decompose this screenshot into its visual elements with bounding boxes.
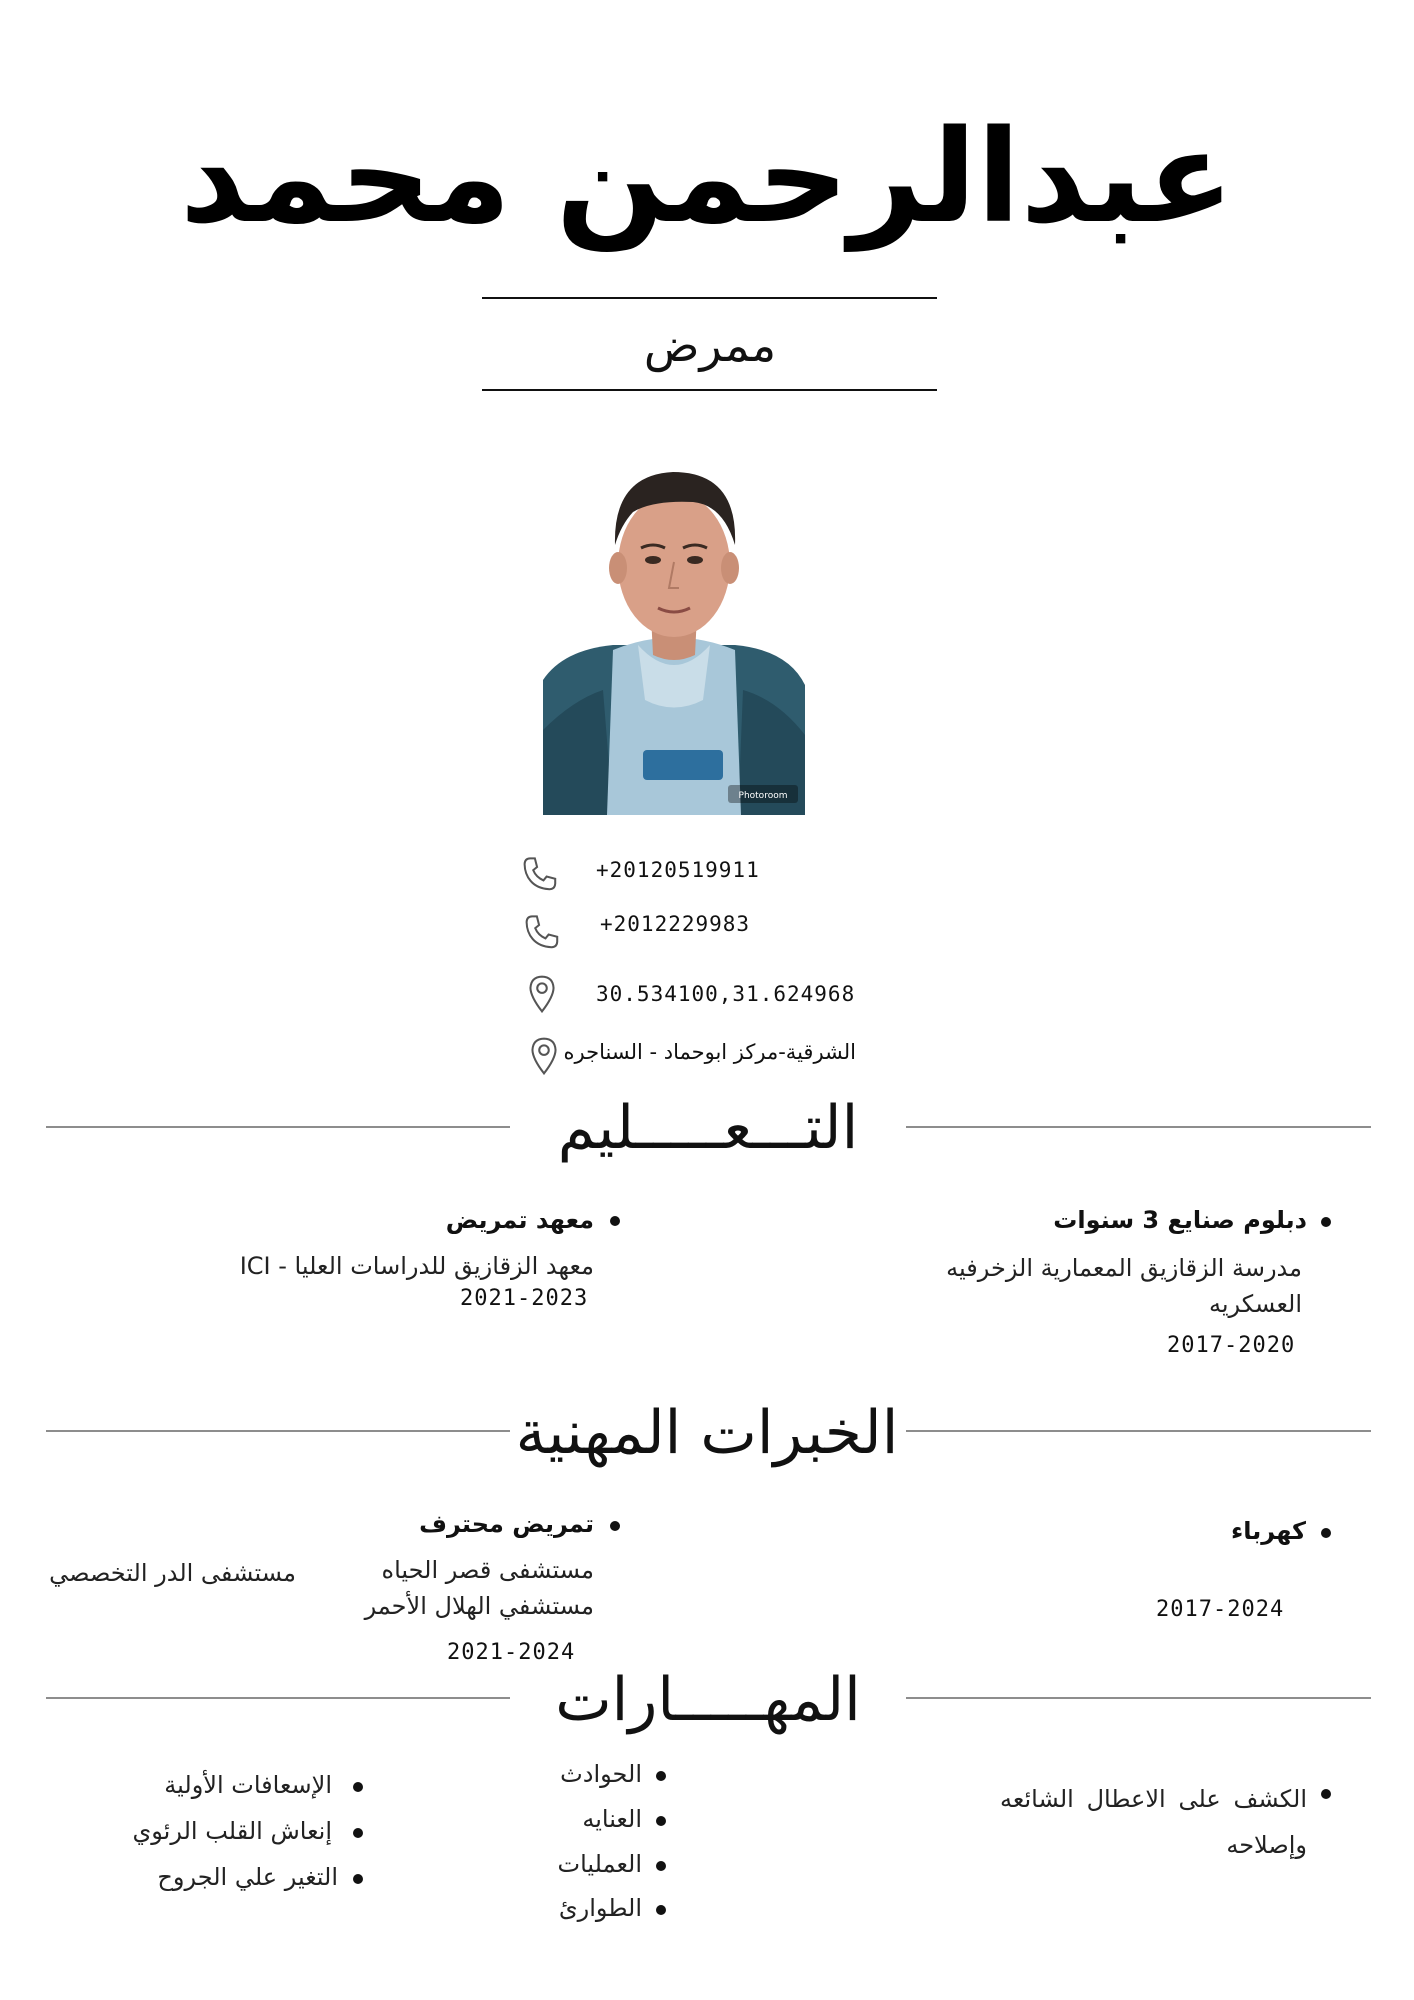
phone-icon: [520, 910, 564, 954]
education-heading: التـــعـــــليم: [557, 1093, 859, 1163]
experience-title-1: كهرباء: [1230, 1517, 1306, 1545]
section-rule-left: [46, 1430, 510, 1432]
home-address: الشرقية-مركز ابوحماد - السناجره: [563, 1040, 856, 1064]
education-place-2: معهد الزقازيق للدراسات العليا - ICI: [239, 1252, 594, 1280]
skill-item: الإسعافات الأولية: [164, 1771, 332, 1799]
person-name: عبدالرحمن محمد: [179, 103, 1235, 252]
bullet: [353, 1782, 363, 1792]
job-title: ممرض: [643, 318, 777, 372]
title-bottom-rule: [482, 389, 937, 391]
bullet: [610, 1216, 620, 1226]
bullet: [1321, 1789, 1331, 1799]
education-title-2: معهد تمريض: [445, 1206, 594, 1234]
skill-item: الطوارئ: [558, 1894, 642, 1922]
bullet: [1321, 1217, 1331, 1227]
section-rule-left: [46, 1697, 510, 1699]
section-rule-right: [906, 1430, 1371, 1432]
photo-watermark: Photoroom: [738, 791, 788, 801]
education-years-2: 2021-2023: [460, 1286, 589, 1311]
skill-item: الحوادث: [560, 1760, 642, 1788]
skill-item: إنعاش القلب الرئوي: [132, 1817, 332, 1845]
title-top-rule: [482, 297, 937, 299]
profile-photo: [543, 450, 805, 815]
skills-heading: المهـــــارات: [555, 1665, 861, 1735]
education-years-1: 2017-2020: [1167, 1333, 1296, 1358]
skill-item: التغير علي الجروح: [157, 1863, 338, 1891]
bullet: [656, 1905, 666, 1915]
phone-number-1[interactable]: +20120519911: [596, 858, 760, 882]
bullet: [1321, 1528, 1331, 1538]
experience-place-2: مستشفي الهلال الأحمر: [364, 1592, 594, 1620]
section-rule-right: [906, 1126, 1371, 1128]
experience-title-2: تمريض محترف: [419, 1510, 594, 1538]
experience-heading: الخبرات المهنية: [515, 1398, 899, 1468]
location-pin-icon: [520, 972, 564, 1016]
education-place-1: مدرسة الزقازيق المعمارية الزخرفيه العسكريه: [946, 1254, 1302, 1318]
experience-place-3: مستشفى الدر التخصصي: [49, 1559, 296, 1587]
bullet: [353, 1874, 363, 1884]
experience-place-1: مستشفى قصر الحياه: [381, 1556, 594, 1584]
skill-item: العنايه: [582, 1805, 642, 1833]
skill-item: العمليات: [557, 1850, 642, 1878]
section-rule-right: [906, 1697, 1371, 1699]
bullet: [656, 1771, 666, 1781]
experience-years-1: 2017-2024: [1156, 1597, 1285, 1622]
bullet: [656, 1861, 666, 1871]
education-title-1: دبلوم صنايع 3 سنوات: [1053, 1206, 1307, 1234]
skill-item: الكشف على الاعطال الشائعه وإصلاحه: [1000, 1785, 1307, 1859]
bullet: [656, 1816, 666, 1826]
phone-number-2[interactable]: +2012229983: [600, 912, 751, 936]
section-rule-left: [46, 1126, 510, 1128]
bullet: [353, 1828, 363, 1838]
bullet: [610, 1521, 620, 1531]
gps-coordinates: 30.534100,31.624968: [596, 982, 856, 1006]
phone-icon: [518, 852, 562, 896]
experience-years-2: 2021-2024: [447, 1640, 576, 1665]
